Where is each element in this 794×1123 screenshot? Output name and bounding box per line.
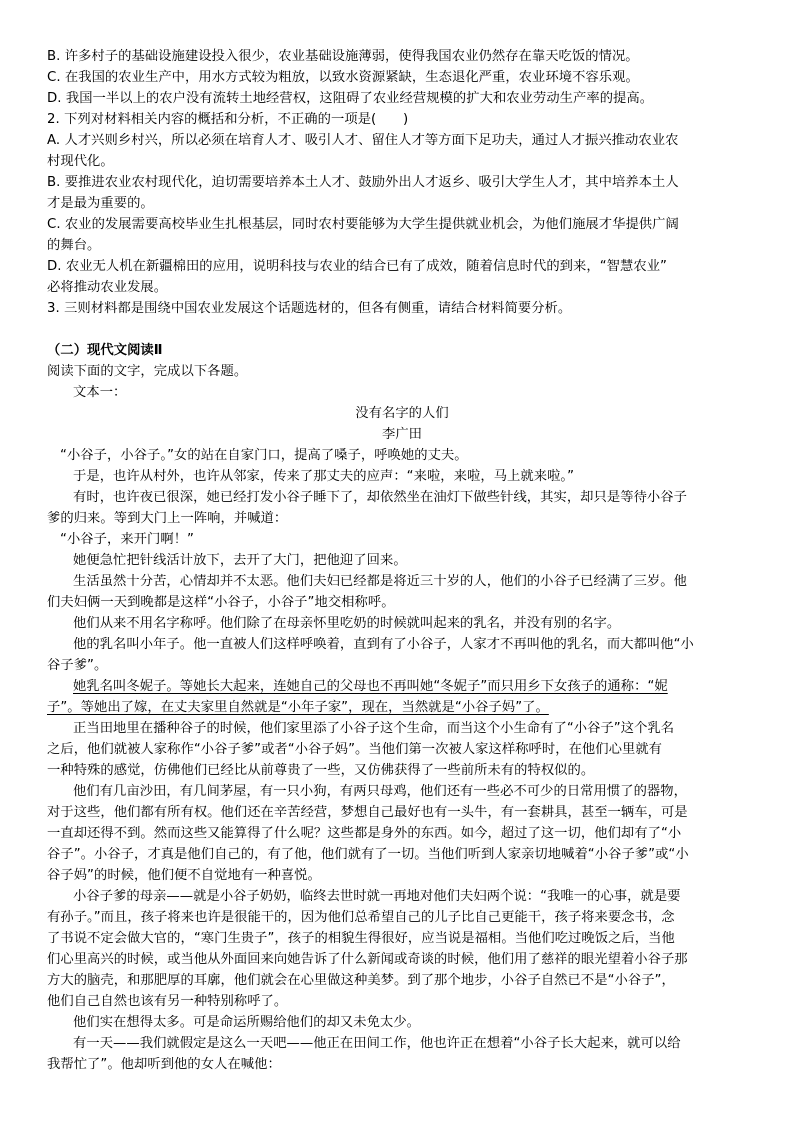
paragraph-line: 们夫妇俩一天到晚都是这样“小谷子，小谷子”地交相称呼。 <box>47 595 395 610</box>
paragraph-line: 于是，也许从村外，也许从邻家，传来了那丈夫的应声：“来啦，来啦，马上就来啦。” <box>73 469 575 484</box>
q2-option-a-line1: A. 人才兴则乡村兴，所以必须在培育人才、吸引人才、留住人才等方面下足功夫，通过人才振兴推动农业农 <box>47 133 679 148</box>
paragraph-line: 他的乳名叫小年子。他一直被人们这样呼唤着，直到有了小谷子，人家才不再叫他的乳名，而大都叫他“小 <box>73 637 694 652</box>
paragraph-line: 一直却还得不到。然而这些又能算得了什么呢？这些都是身外的东西。如今，超过了这一切，他们却有了“小 <box>47 826 682 841</box>
paragraph-line: 们心里高兴的时候，或当他从外面回来向她告诉了什么新闻或奇谈的时候，他们用了慈祥的眼光望着小谷子那 <box>47 952 688 967</box>
paragraph-line: 谷子妈”的时候，他们便不自觉地有一种喜悦。 <box>47 868 321 883</box>
section-heading: （二）现代文阅读Ⅱ <box>47 343 163 358</box>
paragraph-line: 谷子爹”。 <box>47 658 108 673</box>
paragraph-line: 一种特殊的感觉，仿佛他们已经比从前尊贵了一些，又仿佛获得了一些前所未有的特权似的。 <box>47 763 595 778</box>
paragraph-line: 生活虽然十分苦，心情却并不太恶。他们夫妇已经都是将近三十岁的人，他们的小谷子已经满了三岁。他 <box>73 574 687 589</box>
option-c-line: C. 在我国的农业生产中，用水方式较为粗放，以致水资源紧缺，生态退化严重，农业环境不容乐观。 <box>47 70 639 85</box>
q2-option-d-line1: D. 农业无人机在新疆棉田的应用，说明科技与农业的结合已有了成效，随着信息时代的到来，“智慧农业” <box>47 259 667 274</box>
paragraph-line: 正当田地里在播种谷子的时候，他们家里添了小谷子这个生命，而当这个小生命有了“小谷子”这个乳名 <box>73 721 675 736</box>
text-one-label: 文本一： <box>73 385 127 400</box>
paragraph-line: “小谷子，来开门啊！” <box>60 532 194 547</box>
paragraph-line: 小谷子爹的母亲——就是小谷子奶奶，临终去世时就一再地对他们夫妇两个说：“我唯一的心事，就是要 <box>73 889 681 904</box>
q2-option-b-line1: B. 要推进农业农村现代化，迫切需要培养本土人才、鼓励外出人才返乡、吸引大学生人才，其中培养本土人 <box>47 175 679 190</box>
paragraph-line: 他们有几亩沙田，有几间茅屋，有一只小狗，有两只母鸡，他们还有一些必不可少的日常用惯了的器物， <box>73 784 687 799</box>
paragraph-line: 谷子”。小谷子，才真是他们自己的，有了他，他们就有了一切。当他们听到人家亲切地喊着“小谷子爹”或“小 <box>47 847 689 862</box>
paragraph-line: 他们自己自然也该有另一种特别称呼了。 <box>47 994 288 1009</box>
paragraph-line: 他们从来不用名字称呼。他们除了在母亲怀里吃奶的时候就叫起来的乳名，并没有别的名字。 <box>73 616 621 631</box>
paragraph-line: “小谷子，小谷子。”女的站在自家门口，提高了嗓子，呼唤她的丈夫。 <box>60 448 468 463</box>
q2-option-c-line2: 的舞台。 <box>47 238 101 253</box>
paragraph-line: 对于这些，他们都有所有权。他们还在辛苦经营，梦想自己最好也有一头牛，有一套耕具，甚至一辆车，可是 <box>47 805 688 820</box>
paragraph-line: 爹的归来。等到大门上一阵响，并喊道： <box>47 511 288 526</box>
underlined-passage-line2: 子”。等她出了嫁，在丈夫家里自然就是“小年子家”，现在，当然就是“小谷子妈”了。 <box>47 700 549 715</box>
q2-option-a-line2: 村现代化。 <box>47 154 114 169</box>
q2-option-c-line1: C. 农业的发展需要高校毕业生扎根基层，同时农村要能够为大学生提供就业机会，为他们施展才华提供广阔 <box>47 217 679 232</box>
paragraph-line: 有时，也许夜已很深，她已经打发小谷子睡下了，却依然坐在油灯下做些针线，其实，却只是等待小谷子 <box>73 490 687 505</box>
paragraph-line: 方大的脑壳，和那肥厚的耳廓，他们就会在心里做这种美梦。到了那个地步，小谷子自然已不是“小谷子”， <box>47 973 675 988</box>
article-title: 没有名字的人们 <box>355 406 449 421</box>
paragraph-line: 有一天——我们就假定是这么一天吧——他正在田间工作，他也许正在想着“小谷子长大起来，就可以给 <box>73 1036 681 1051</box>
option-b-line: B. 许多村子的基础设施建设投入很少，农业基础设施薄弱，使得我国农业仍然存在靠天吃饭的情况。 <box>47 49 639 64</box>
question-2-stem: 2. 下列对材料相关内容的概括和分析，不正确的一项是( ) <box>47 112 409 127</box>
paragraph-line: 她便急忙把针线活计放下，去开了大门，把他迎了回来。 <box>73 553 407 568</box>
q2-option-d-line2: 必将推动农业发展。 <box>47 280 168 295</box>
underlined-passage-line1: 她乳名叫冬妮子。等她长大起来，连她自己的父母也不再叫她“冬妮子”而只用乡下女孩子的通称：“妮 <box>73 679 668 694</box>
question-3-stem: 3. 三则材料都是围绕中国农业发展这个话题选材的，但各有侧重，请结合材料简要分析。 <box>47 301 572 316</box>
paragraph-line: 之后，他们就被人家称作“小谷子爹”或者“小谷子妈”。当他们第一次被人家这样称呼时，在他们心里就有 <box>47 742 663 757</box>
paragraph-line: 了书说不定会做大官的，“寒门生贵子”，孩子的相貌生得很好，应当说是福相。当他们吃过晚饭之后，当他 <box>47 931 675 946</box>
paragraph-line: 我帮忙了”。他却听到他的女人在喊他： <box>47 1057 281 1072</box>
paragraph-line: 有孙子。”而且，孩子将来也许是很能干的，因为他们总希望自己的儿子比自己更能干，孩子将来要念书，念 <box>47 910 675 925</box>
option-d-line: D. 我国一半以上的农户没有流转土地经营权，这阻碍了农业经营规模的扩大和农业劳动生产率的提高。 <box>47 91 654 106</box>
paragraph-line: 他们实在想得太多。可是命运所赐给他们的却又未免太少。 <box>73 1015 421 1030</box>
article-author: 李广田 <box>381 427 423 442</box>
q2-option-b-line2: 才是最为重要的。 <box>47 196 154 211</box>
reading-instruction: 阅读下面的文字，完成以下各题。 <box>47 364 248 379</box>
